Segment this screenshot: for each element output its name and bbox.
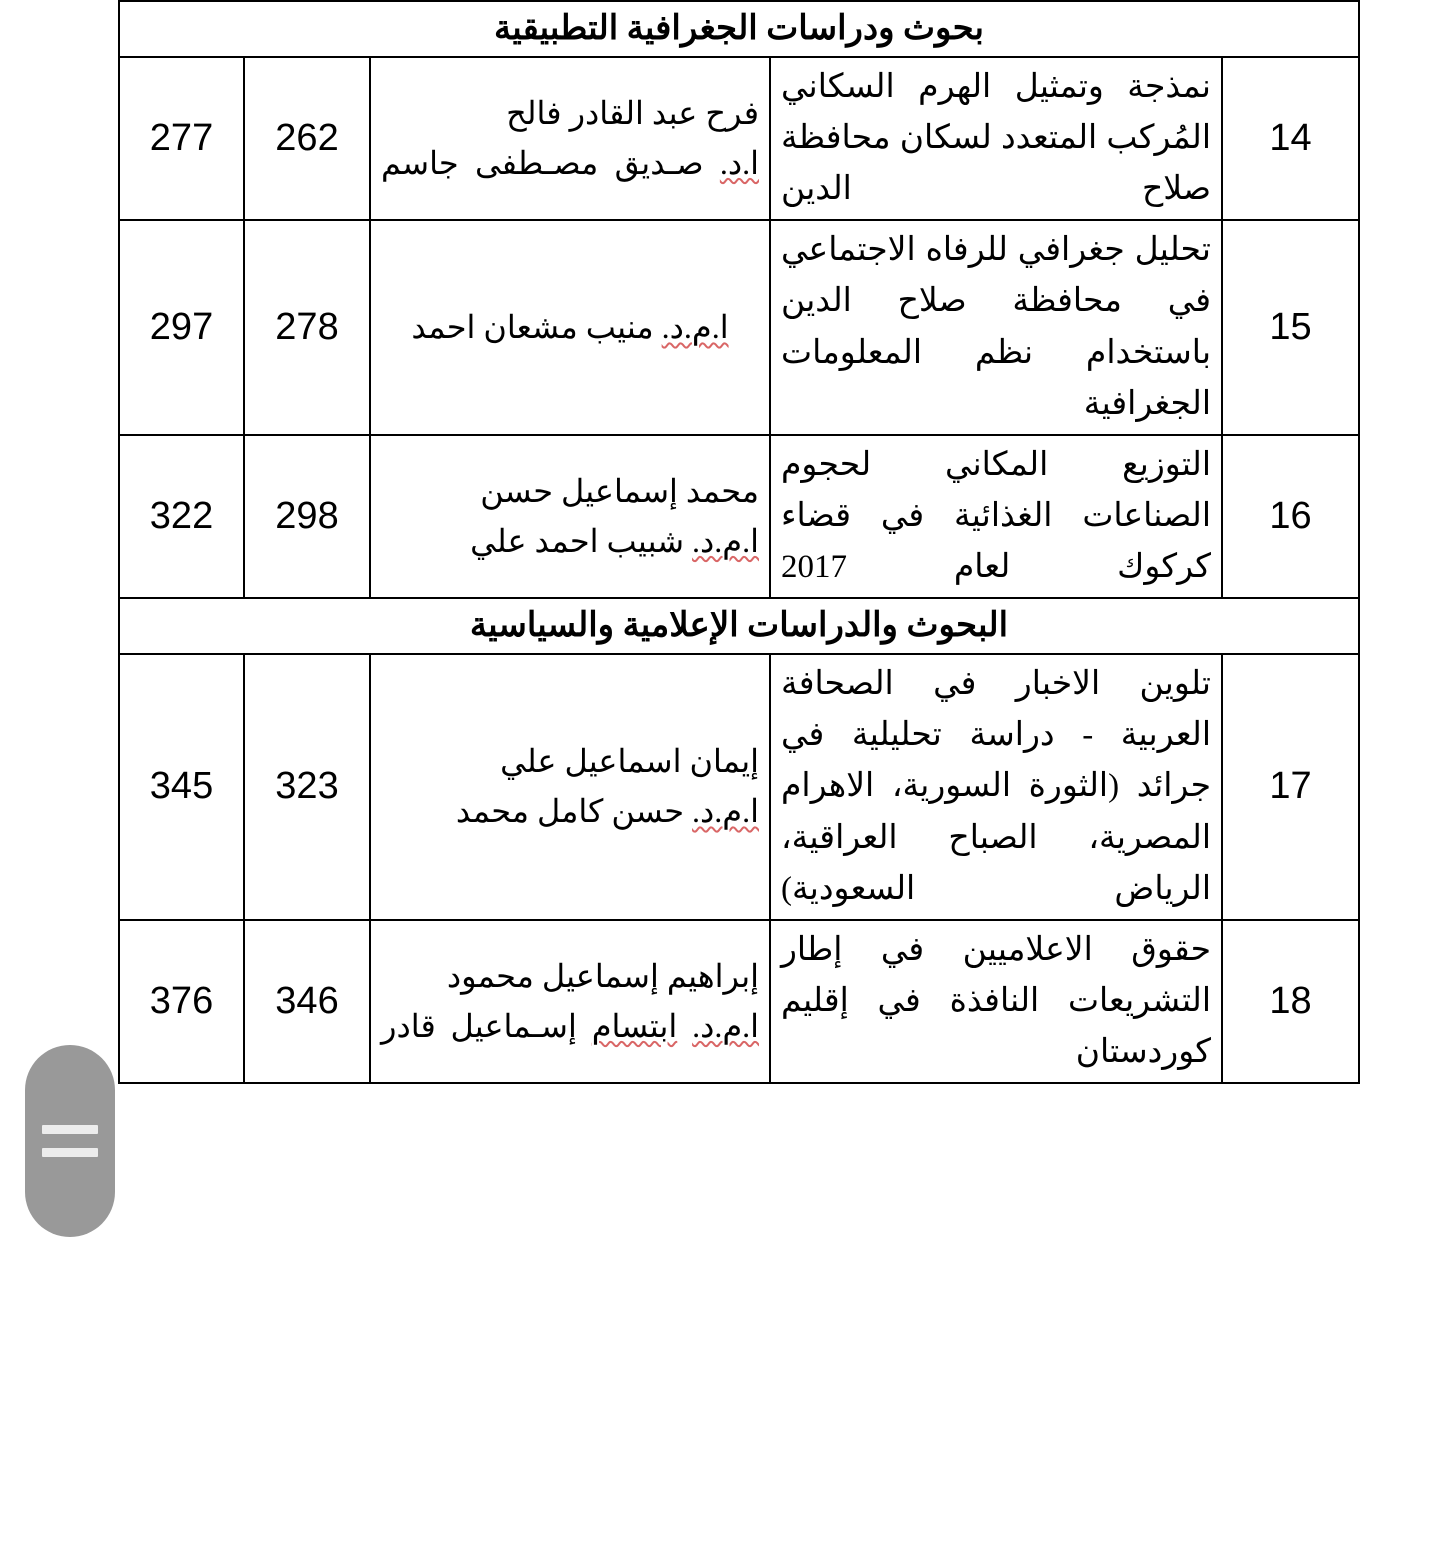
title-segment: حقوق الاعلاميين في إطار: [781, 931, 1211, 968]
viewport-bottom-mask: [0, 1368, 1440, 1568]
row-page-from: 262: [244, 57, 370, 220]
author-name-supervisor: ا.م.د. منيب مشعان احمد: [381, 303, 759, 353]
title-segment: جرائد (الثورة السورية،: [891, 768, 1212, 805]
title-segment: كوردستان: [1075, 1034, 1211, 1071]
row-title: [770, 654, 1222, 920]
table-row: [119, 435, 1359, 598]
title-segment: العربية - دراسة تحليلية في: [781, 717, 1211, 754]
row-sequence-number: 14: [1222, 57, 1359, 220]
row-sequence-number: 17: [1222, 654, 1359, 920]
row-authors: [370, 654, 770, 920]
author-name: فرح عبد القادر فالح: [506, 95, 759, 131]
section-heading-media-political: البحوث والدراسات الإعلامية والسياسية: [119, 598, 1359, 654]
title-segment: المُركب المتعدد لسكان: [899, 120, 1212, 157]
row-page-from: 278: [244, 220, 370, 435]
table-of-contents-table: [118, 0, 1360, 1084]
row-page-to: 297: [119, 220, 244, 435]
row-title: [770, 220, 1222, 435]
row-page-to: 277: [119, 57, 244, 220]
section-heading-applied-geography: بحوث ودراسات الجغرافية التطبيقية: [119, 1, 1359, 57]
table-row: [119, 654, 1359, 920]
drag-handle-line: [42, 1125, 98, 1134]
section-header-row: [119, 598, 1359, 654]
author-name-supervisor: ا.د. صـديق مصـطفى جاسم: [381, 139, 759, 189]
title-segment: محافظة صلاح الدين: [781, 120, 1211, 208]
author-name: إيمان اسماعيل علي: [500, 743, 759, 780]
title-segment: الاهرام المصرية، الصباح: [781, 768, 1212, 856]
spellcheck-word: ا.د.: [719, 144, 759, 181]
title-segment: الاجتماعي في محافظة: [781, 232, 1211, 320]
row-title: [770, 435, 1222, 598]
author-name: محمد إسماعيل حسن: [480, 472, 759, 509]
drag-handle-line: [42, 1148, 98, 1157]
spellcheck-word: ابتسام: [591, 1007, 678, 1044]
author-name: إبراهيم إسماعيل محمود: [446, 958, 759, 994]
spellcheck-word: ا.م.د.: [692, 1007, 760, 1044]
title-segment: التشريعات النافذة في إقليم: [781, 983, 1211, 1020]
table-row: [119, 57, 1359, 220]
title-segment: تلوين الاخبار في الصحافة: [781, 666, 1211, 703]
title-segment: التوزيع المكاني لحجوم: [781, 446, 1211, 483]
row-sequence-number: 18: [1222, 920, 1359, 1083]
author-name-supervisor: ا.م.د. شبيب احمد علي: [381, 517, 759, 567]
row-sequence-number: 16: [1222, 435, 1359, 598]
title-segment: صلاح الدين باستخدام نظم: [781, 283, 1211, 371]
row-authors: [370, 57, 770, 220]
row-page-to: 345: [119, 654, 244, 920]
row-page-to: 322: [119, 435, 244, 598]
title-segment: كركوك لعام 2017: [781, 549, 1211, 586]
row-sequence-number: 15: [1222, 220, 1359, 435]
row-title: [770, 920, 1222, 1083]
table-row: [119, 220, 1359, 435]
row-page-to: 376: [119, 920, 244, 1083]
title-segment: المعلومات الجغرافية: [781, 334, 1211, 422]
table-row: [119, 920, 1359, 1083]
row-authors: [370, 220, 770, 435]
section-header-row: [119, 1, 1359, 57]
author-name-supervisor: ا.م.د. حسن كامل محمد: [381, 787, 759, 837]
row-page-from: 346: [244, 920, 370, 1083]
row-page-from: 298: [244, 435, 370, 598]
title-segment: تحليل جغرافي للرفاه: [925, 232, 1211, 269]
row-authors: [370, 435, 770, 598]
title-segment: الصناعات الغذائية في قضاء: [781, 498, 1211, 535]
spellcheck-word: ا.م.د.: [692, 793, 759, 830]
title-segment: نمذجة وتمثيل الهرم السكاني: [781, 68, 1211, 105]
row-page-from: 323: [244, 654, 370, 920]
spellcheck-word: ا.م.د.: [661, 308, 729, 345]
row-authors: [370, 920, 770, 1083]
row-title: [770, 57, 1222, 220]
title-segment: العراقية، الرياض السعودية): [781, 819, 1211, 907]
author-name-supervisor: ا.م.د. ابتسام إسـماعيل قادر: [381, 1002, 759, 1052]
spellcheck-word: ا.م.د.: [692, 522, 759, 559]
drag-handle[interactable]: [25, 1045, 115, 1237]
